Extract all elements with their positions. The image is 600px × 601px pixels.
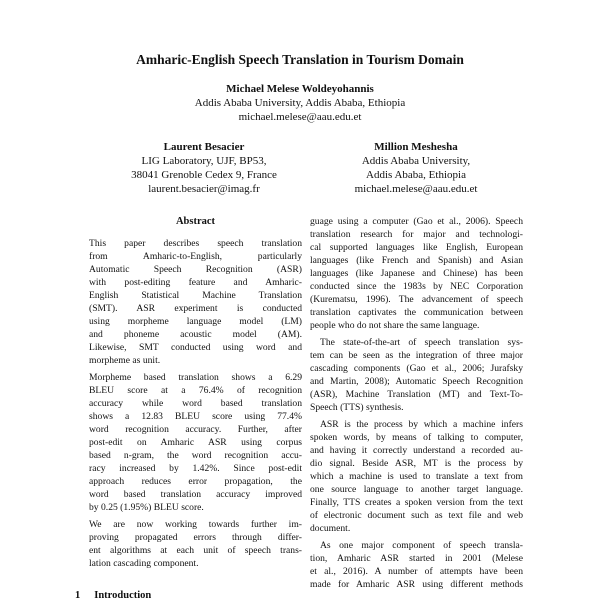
- text-line: with post-editing feature and Amharic-: [89, 277, 302, 288]
- text-line: cal supported languages like English, European: [310, 242, 523, 253]
- author-second: [88, 140, 320, 196]
- author-name: Michael Melese Woldeyohannis: [226, 83, 374, 95]
- text-line: proving propagated errors through differ-: [89, 532, 302, 543]
- text-line: ASR is the process by which a machine infers: [320, 419, 523, 430]
- text-line: BLEU score at a 76.4% of recognition: [89, 385, 302, 396]
- author-email: laurent.besacier@imag.fr: [148, 183, 260, 195]
- section-number: 1: [75, 590, 81, 601]
- text-line: We are now working towards further im-: [89, 519, 302, 530]
- text-line: As one major component of speech transla-: [320, 540, 523, 551]
- text-line: using morpheme language model (LM): [89, 316, 302, 327]
- text-line: based n-gram, the word recognition accu-: [89, 450, 302, 461]
- text-line: morpheme as unit.: [89, 355, 161, 366]
- author-affiliation: Addis Ababa University,: [361, 155, 471, 167]
- text-line: Morpheme based translation shows a 6.29: [89, 372, 302, 383]
- text-line: made for Amharic ASR using different methods: [310, 579, 523, 590]
- abstract-column: [89, 215, 302, 570]
- text-line: tion, Amharic ASR started in 2001 (Melese: [310, 553, 523, 564]
- author-main: [0, 82, 600, 124]
- text-line: shows a 12.83 BLEU score using 77.4%: [89, 411, 302, 422]
- text-line: conducted since the 1983s by NEC Corporation: [310, 281, 523, 292]
- text-line: by 0.25 (1.95%) BLEU score.: [89, 502, 204, 513]
- text-line: racy increased by 1.42%. Since post-edit: [89, 463, 302, 474]
- abstract-body: [89, 237, 302, 570]
- text-line: approach reduces error propagation, the: [89, 476, 302, 487]
- text-line: word based translation accuracy improved: [89, 489, 302, 500]
- text-line: one source language to another target language.: [310, 484, 523, 495]
- text-line: Finally, TTS creates a spoken version from the text: [310, 497, 523, 508]
- text-line: languages (like Japanese and Chinese) has been: [310, 268, 523, 279]
- body-column-right: [310, 215, 523, 591]
- author-name: Laurent Besacier: [163, 141, 245, 153]
- body-text: [310, 215, 523, 591]
- author-affiliation: 38041 Grenoble Cedex 9, France: [131, 169, 277, 181]
- text-line: document.: [310, 523, 351, 534]
- text-line: and having it correctly understand a recorded au-: [310, 445, 523, 456]
- text-line: post-edit on Amharic ASR using corpus: [89, 437, 302, 448]
- text-line: translation captivates the communication between: [310, 307, 523, 318]
- text-line: tem can be seen as the integration of three major: [310, 350, 523, 361]
- author-affiliation: Addis Ababa University, Addis Ababa, Ethiopia: [194, 97, 406, 109]
- text-line: translation research for major and technologi-: [310, 229, 523, 240]
- text-line: The state-of-the-art of speech translation sys-: [320, 337, 523, 348]
- text-line: languages (like French and Spanish) and Asian: [310, 255, 523, 266]
- abstract-heading: Abstract: [175, 216, 216, 227]
- text-line: (SMT). ASR experiment is conducted: [89, 303, 302, 314]
- section-title: Introduction: [94, 590, 152, 601]
- text-line: people who do not share the same language.: [310, 320, 480, 331]
- text-line: of electronic document such as text file and web: [310, 510, 523, 521]
- text-line: from Amharic-to-English, particularly: [89, 251, 302, 262]
- author-affiliation: Addis Ababa, Ethiopia: [366, 169, 466, 181]
- text-line: Likewise, SMT conducted using word and: [89, 342, 302, 353]
- text-line: Speech (TTS) synthesis.: [310, 402, 404, 413]
- author-email: michael.melese@aau.edu.et: [354, 183, 478, 195]
- text-line: dio signal. Beside ASR, MT is the process by: [310, 458, 523, 469]
- text-line: accuracy while word based translation: [89, 398, 302, 409]
- text-line: spoken words, by means of talking to computer,: [310, 432, 523, 443]
- author-email: michael.melese@aau.edu.et: [238, 111, 362, 123]
- paper-title: Amharic-English Speech Translation in Tourism Domain: [136, 52, 464, 67]
- text-line: and Martin, 2008); Automatic Speech Recognition: [310, 376, 523, 387]
- author-third: [300, 140, 532, 196]
- author-name: Million Meshesha: [374, 141, 458, 153]
- text-line: which a machine is used to translate a text from: [310, 471, 523, 482]
- author-affiliation: LIG Laboratory, UJF, BP53,: [141, 155, 267, 167]
- text-line: (ASR), Machine Translation (MT) and Text-To-: [310, 389, 523, 400]
- text-line: cascading components (Gao et al., 2006; Jurafsky: [310, 363, 523, 374]
- text-line: Automatic Speech Recognition (ASR): [89, 264, 302, 275]
- text-line: word recognition accuracy. Further, after: [89, 424, 302, 435]
- section-heading: [75, 590, 151, 601]
- text-line: guage using a computer (Gao et al., 2006). Speech: [310, 216, 523, 227]
- text-line: (Kurematsu, 1996). The advancement of speech: [310, 294, 523, 305]
- text-line: lation cascading component.: [89, 558, 199, 569]
- text-line: ent algorithms at each unit of speech trans-: [89, 545, 302, 556]
- text-line: et al., 2016). A number of attempts have been: [310, 566, 523, 577]
- text-line: This paper describes speech translation: [89, 238, 302, 249]
- text-line: and phoneme acoustic model (AM).: [89, 329, 302, 340]
- text-line: English Statistical Machine Translation: [89, 290, 302, 301]
